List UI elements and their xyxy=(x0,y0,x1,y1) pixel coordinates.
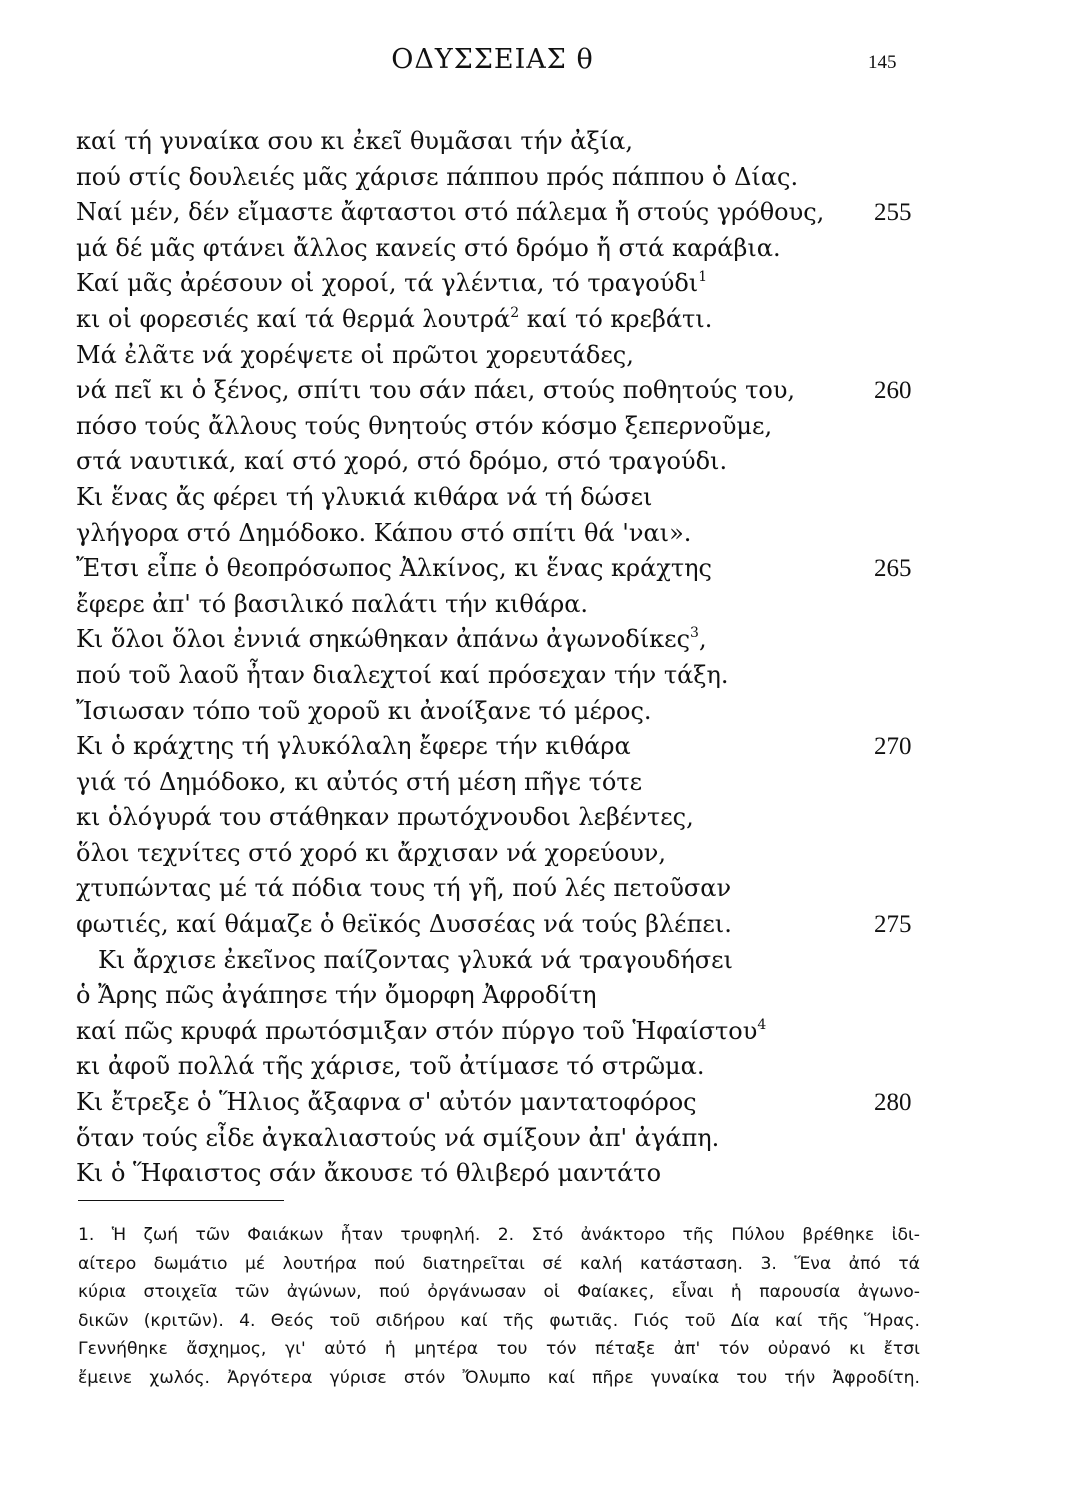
verse-line xyxy=(76,231,976,267)
verse-text: Ἴσιωσαν τόπο τοῦ χοροῦ κι ἀνοίξανε τό μέρος. xyxy=(76,696,652,725)
verse-text: κι ἀφοῦ πολλά τῆς χάρισε, τοῦ ἀτίμασε τό στρῶμα. xyxy=(76,1052,705,1081)
verse-text: καί πῶς κρυφά πρωτόσμιξαν στόν πύργο τοῦ Ἡφαίστου xyxy=(76,1016,758,1045)
verse-line xyxy=(76,622,976,658)
footnote-line: κύρια στοιχεῖα τῶν ἀγώνων, πού ὀργάνωσαν οἱ Φαίακες, εἶναι ἡ παρουσία ἀγωνο- xyxy=(78,1282,920,1303)
verse-text: πόσο τούς ἄλλους τούς θνητούς στόν κόσμο ξεπερνοῦμε, xyxy=(76,411,773,440)
verse-line xyxy=(76,373,976,409)
verse-line xyxy=(76,266,976,302)
line-number: 270 xyxy=(874,733,912,761)
verse-line xyxy=(76,943,976,979)
verse-text: καί τή γυναίκα σου κι ἐκεῖ θυμᾶσαι τήν ἀξία, xyxy=(76,127,633,155)
footnote-marker: 2 xyxy=(510,304,520,321)
footnotes xyxy=(78,1221,920,1393)
verse-line xyxy=(76,516,976,552)
footnote-marker: 4 xyxy=(757,1016,767,1033)
footnote-divider xyxy=(78,1200,284,1201)
verse-line xyxy=(76,765,976,801)
verse-text: γλήγορα στό Δημόδοκο. Κάπου στό σπίτι θά 'ναι». xyxy=(76,518,692,547)
verse-text: νά πεῖ κι ὁ ξένος, σπίτι του σάν πάει, στούς ποθητούς του, xyxy=(76,376,796,405)
verse-text: ὁ Ἄρης πῶς ἀγάπησε τήν ὄμορφη Ἀφροδίτη xyxy=(76,981,597,1010)
verse-line xyxy=(76,871,976,907)
verse-line xyxy=(76,1049,976,1085)
verse-text-continuation: καί τό κρεβάτι. xyxy=(519,304,713,333)
verse-line xyxy=(76,800,976,836)
footnote-line: δικῶν (κριτῶν). 4. Θεός τοῦ σιδήρου καί τῆς φωτιᾶς. Γιός τοῦ Δία καί τῆς Ἥρας. xyxy=(78,1310,920,1331)
verse-line xyxy=(76,160,976,196)
verse-text: ἔφερε ἀπ' τό βασιλικό παλάτι τήν κιθάρα. xyxy=(76,589,589,618)
verse-text: πού τοῦ λαοῦ ἦταν διαλεχτοί καί πρόσεχαν τήν τάξη. xyxy=(76,660,729,689)
verse-line xyxy=(76,409,976,445)
footnote-marker: 1 xyxy=(698,269,708,286)
line-number: 275 xyxy=(874,911,912,939)
line-number: 255 xyxy=(874,199,912,227)
verse-line xyxy=(76,658,976,694)
footnote-line: 1. Ἡ ζωή τῶν Φαιάκων ἦταν τρυφηλή. 2. Στό ἀνάκτορο τῆς Πύλου βρέθηκε ἰδι- xyxy=(78,1225,920,1245)
verse-text: κι ὁλόγυρά του στάθηκαν πρωτόχνουδοι λεβέντες, xyxy=(76,803,694,832)
verse-line xyxy=(76,729,976,765)
verse-text: χτυπώντας μέ τά πόδια τους τή γῆ, πού λές πετοῦσαν xyxy=(76,874,732,903)
verse-text: Καί μᾶς ἀρέσουν οἱ χοροί, τά γλέντια, τό τραγούδι xyxy=(76,269,699,298)
line-number: 280 xyxy=(874,1089,912,1117)
verse-text: Μά ἐλᾶτε νά χορέψετε οἱ πρῶτοι χορευτάδες, xyxy=(76,340,634,369)
footnote-line: αίτερο δωμάτιο μέ λουτήρα πού διατηρεῖται σέ καλή κατάσταση. 3. Ἕνα ἀπό τά xyxy=(78,1253,920,1274)
verse-line xyxy=(76,1156,976,1192)
verse-text: Ναί μέν, δέν εἴμαστε ἄφταστοι στό πάλεμα ἤ στούς γρόθους, xyxy=(76,198,825,227)
footnote-line: ἔμεινε χωλός. Ἀργότερα γύρισε στόν Ὄλυμπο καί πῆρε γυναίκα του τήν Ἀφροδίτη. xyxy=(78,1367,920,1388)
verse-line xyxy=(76,1085,976,1121)
verse-text: ὅλοι τεχνίτες στό χορό κι ἄρχισαν νά χορεύουν, xyxy=(76,838,667,867)
line-number: 265 xyxy=(874,555,912,583)
verse-line xyxy=(76,836,976,872)
verse-text: φωτιές, καί θάμαζε ὁ θεϊκός Δυσσέας νά τούς βλέπει. xyxy=(76,910,732,939)
verse-text: Κι ἄρχισε ἐκεῖνος παίζοντας γλυκά νά τραγουδήσει xyxy=(98,945,733,974)
verse-text: πού στίς δουλειές μᾶς χάρισε πάππου πρός πάππου ὁ Δίας. xyxy=(76,162,799,191)
verse-text: Κι ὅλοι ὅλοι ἐννιά σηκώθηκαν ἀπάνω ἀγωνοδίκες xyxy=(76,625,691,654)
footnote-marker: 3 xyxy=(690,625,699,642)
verse-line xyxy=(76,444,976,480)
page-number: 145 xyxy=(868,52,897,73)
running-header-title: ΟΔΥΣΣΕΙΑΣ θ xyxy=(391,44,594,75)
verse-text: Κι ἕνας ἄς φέρει τή γλυκιά κιθάρα νά τή δώσει xyxy=(76,482,653,511)
verse-line xyxy=(76,195,976,231)
verse-text: Ἔτσι εἶπε ὁ θεοπρόσωπος Ἀλκίνος, κι ἕνας κράχτης xyxy=(76,554,712,583)
footnote-line: Γεννήθηκε ἄσχημος, γι' αὐτό ἡ μητέρα του τόν πέταξε ἀπ' τόν οὐρανό κι ἔτσι xyxy=(78,1339,920,1360)
poem-body xyxy=(76,124,976,1192)
verse-line xyxy=(76,978,976,1014)
verse-line xyxy=(76,1014,976,1050)
verse-line xyxy=(76,1121,976,1157)
line-number: 260 xyxy=(874,377,912,405)
verse-text-continuation: , xyxy=(698,625,707,654)
verse-text: γιά τό Δημόδοκο, κι αὐτός στή μέση πῆγε τότε xyxy=(76,767,643,796)
verse-line xyxy=(76,694,976,730)
verse-line xyxy=(76,338,976,374)
verse-text: μά δέ μᾶς φτάνει ἄλλος κανείς στό δρόμο ἤ στά καράβια. xyxy=(76,233,781,262)
verse-line xyxy=(76,587,976,623)
verse-text: Κι ὁ Ἥφαιστος σάν ἄκουσε τό θλιβερό μαντάτο xyxy=(76,1159,662,1188)
verse-line xyxy=(76,551,976,587)
verse-text: στά ναυτικά, καί στό χορό, στό δρόμο, στό τραγούδι. xyxy=(76,447,728,476)
verse-text: κι οἱ φορεσιές καί τά θερμά λουτρά xyxy=(76,304,511,333)
verse-text: Κι ἔτρεξε ὁ Ἥλιος ἄξαφνα σ' αὐτόν μαντατοφόρος xyxy=(76,1088,697,1117)
verse-text: ὅταν τούς εἶδε ἀγκαλιαστούς νά σμίξουν ἀπ' ἀγάπη. xyxy=(76,1123,720,1152)
verse-text: Κι ὁ κράχτης τή γλυκόλαλη ἔφερε τήν κιθάρα xyxy=(76,732,631,761)
verse-line xyxy=(76,907,976,943)
verse-line xyxy=(76,480,976,516)
verse-line xyxy=(76,302,976,338)
verse-line xyxy=(76,124,976,160)
